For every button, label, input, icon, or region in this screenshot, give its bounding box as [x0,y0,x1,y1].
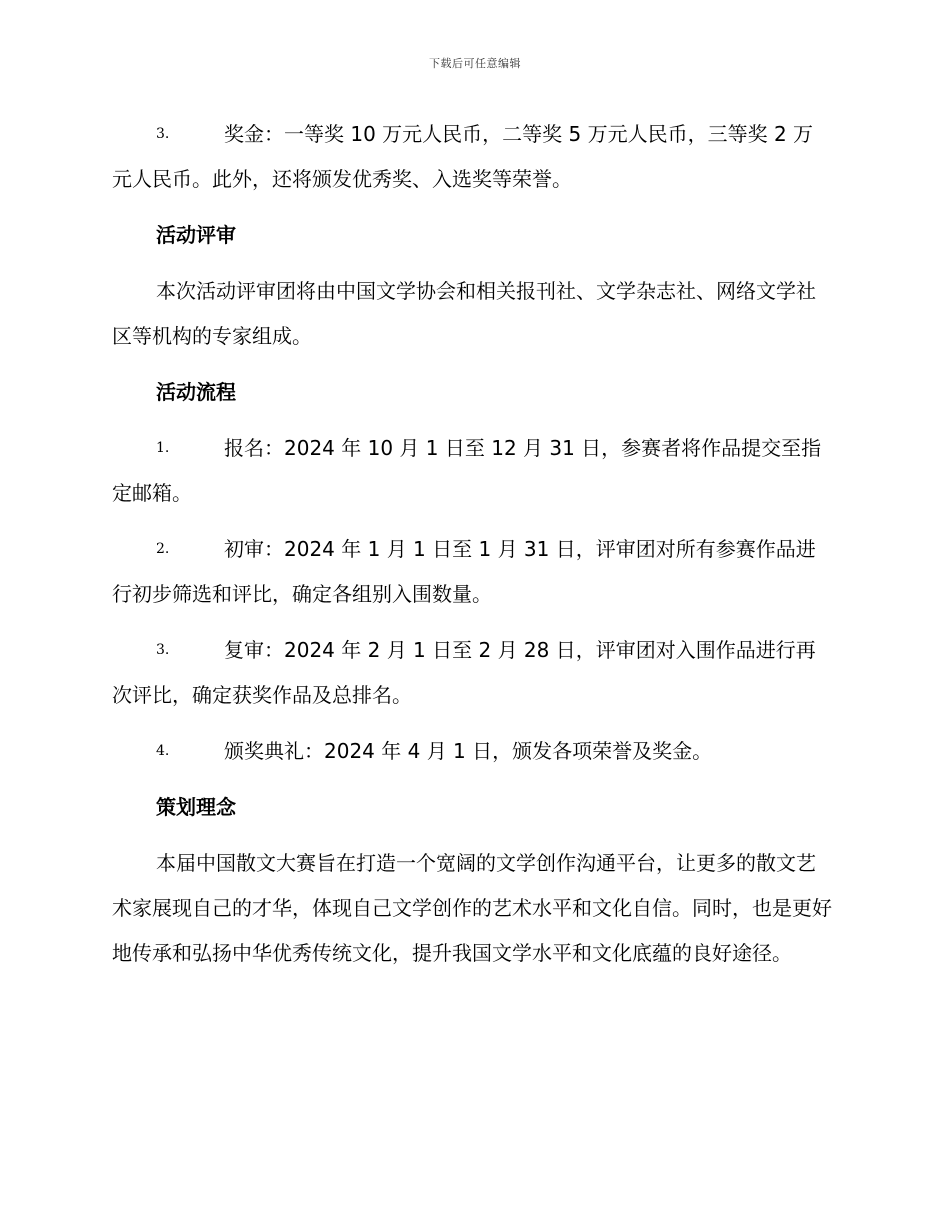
item-number: 3. [156,126,170,142]
review-paragraph: 本次活动评审团将由中国文学协会和相关报刊社、文学杂志社、网络文学社区等机构的专家组成。 [112,279,816,348]
item-text: 颁奖典礼：2024 年 4 月 1 日，颁发各项荣誉及奖金。 [224,739,713,763]
concept-paragraph: 本届中国散文大赛旨在打造一个宽阔的文学创作沟通平台，让更多的散文艺术家展现自己的才华，体现自己文学创作的艺术水平和文化自信。同时，也是更好地传承和弘扬中华优秀传统文化，提升我国文学水平和文化底蕴的良好途径。 [112,851,832,965]
item-text: 报名：2024 年 10 月 1 日至 12 月 31 日，参赛者将作品提交至指定邮箱。 [112,436,822,505]
process-step-2 [112,527,832,617]
item-number: 4. [156,743,170,759]
process-step-3 [112,628,832,718]
item-text: 初审：2024 年 1 月 1 日至 1 月 31 日，评审团对所有参赛作品进行初步筛选和评比，确定各组别入围数量。 [112,537,816,606]
item-text: 奖金：一等奖 10 万元人民币，二等奖 5 万元人民币，三等奖 2 万元人民币。此外，还将颁发优秀奖、入选奖等荣誉。 [112,122,814,191]
prize-item [112,112,832,202]
header-note: 下载后可任意编辑 [429,57,521,70]
item-number: 2. [156,541,170,557]
section-heading-process: 活动流程 [156,380,236,404]
section-heading-review: 活动评审 [156,223,236,247]
item-text: 复审：2024 年 2 月 1 日至 2 月 28 日，评审团对入围作品进行再次评比，确定获奖作品及总排名。 [112,638,816,707]
item-number: 3. [156,642,170,658]
process-step-1 [112,426,832,516]
section-heading-concept: 策划理念 [156,795,236,819]
document-body [112,112,832,987]
item-number: 1. [156,440,170,456]
process-step-4 [112,729,832,774]
